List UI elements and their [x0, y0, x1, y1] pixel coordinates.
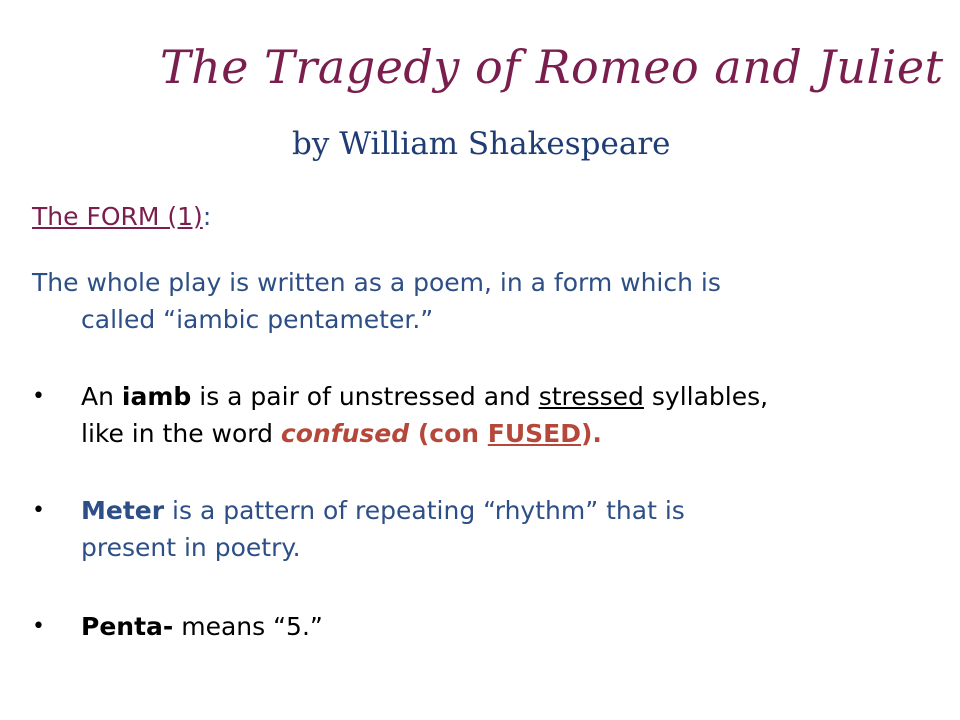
bullet-dot: •	[32, 384, 45, 409]
bullet-dot: •	[32, 498, 45, 523]
example-close: ).	[580, 419, 602, 448]
bullet-line2: present in poetry.	[81, 533, 301, 562]
bullet-prefix: An	[81, 382, 122, 411]
bullet-dot: •	[32, 614, 45, 639]
bullet-text-a: is a pair of unstressed and	[191, 382, 539, 411]
bullet-text	[81, 492, 941, 566]
heading-link[interactable]: The FORM (1)	[32, 202, 203, 231]
intro-line-1: The whole play is written as a poem, in a form which is	[32, 268, 721, 297]
bullet-text	[81, 608, 941, 645]
underlined-stressed: stressed	[538, 382, 644, 411]
section-heading	[32, 198, 912, 235]
intro-paragraph	[32, 264, 912, 338]
slide-subtitle: by William Shakespeare	[292, 126, 671, 162]
example-word: confused	[280, 419, 410, 448]
bullet-line2: like in the word	[81, 419, 281, 448]
example-open: (con	[409, 419, 488, 448]
example-stressed: FUSED	[487, 419, 581, 448]
slide-title: The Tragedy of Romeo and Juliet	[160, 40, 944, 94]
term-penta: Penta-	[81, 612, 174, 641]
heading-colon: :	[202, 202, 212, 231]
bullet-text	[81, 378, 941, 452]
term-meter: Meter	[81, 496, 165, 525]
term-iamb: iamb	[121, 382, 192, 411]
bullet-text-a: means “5.”	[173, 612, 323, 641]
bullet-text-a: is a pattern of repeating “rhythm” that is	[164, 496, 685, 525]
intro-line-2: called “iambic pentameter.”	[81, 305, 434, 334]
bullet-text-b: syllables,	[643, 382, 769, 411]
